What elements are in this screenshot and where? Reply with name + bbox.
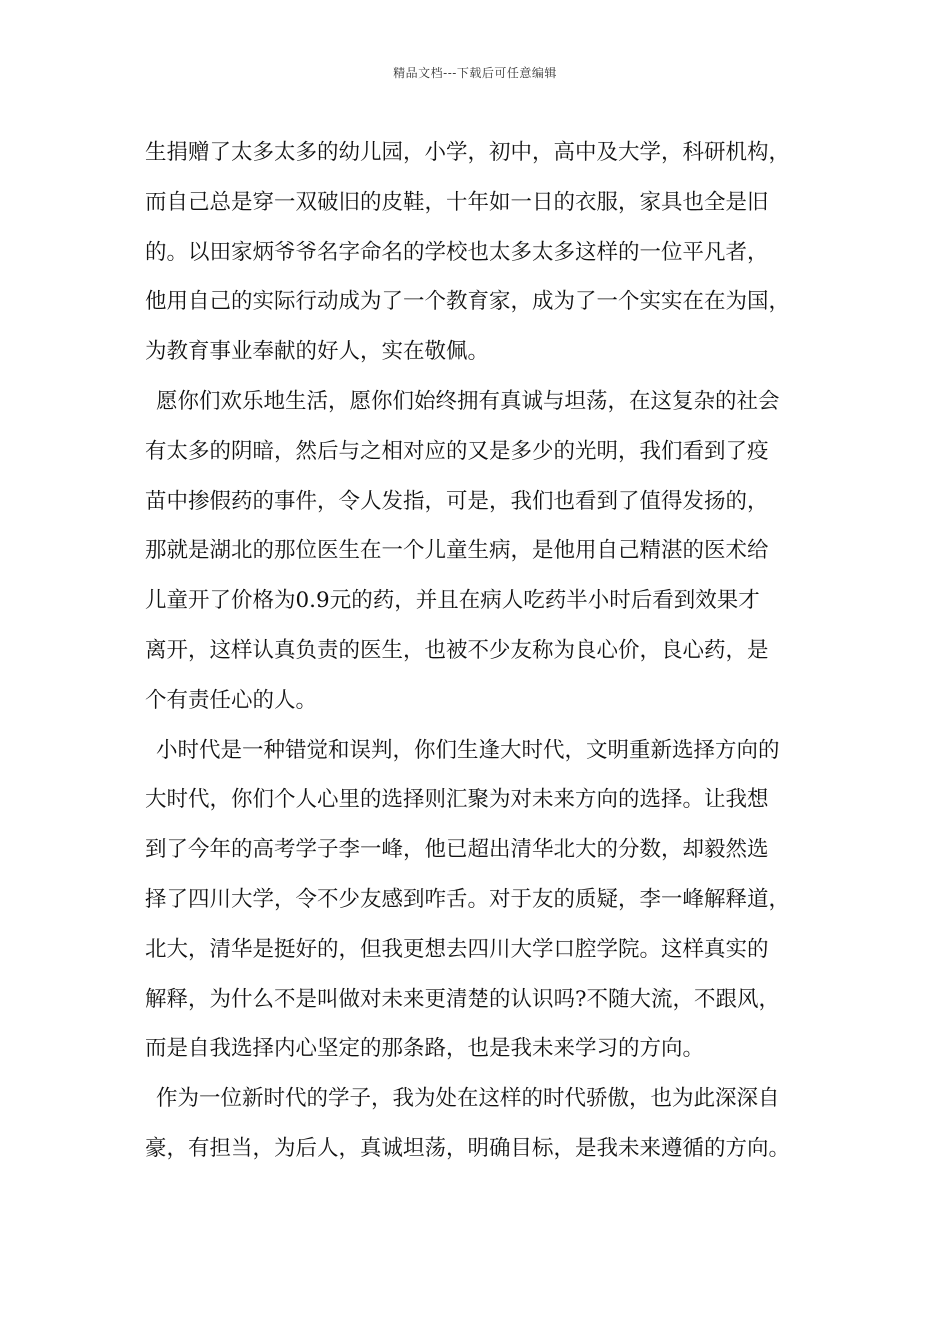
text-line: 作为一位新时代的学子，我为处在这样的时代骄傲，也为此深深自 [156, 1086, 780, 1112]
text-line: 择了四川大学，令不少友感到咋舌。对于友的质疑，李一峰解释道， [145, 886, 791, 912]
text-line: 愿你们欢乐地生活，愿你们始终拥有真诚与坦荡，在这复杂的社会 [156, 388, 780, 414]
text-line: 到了今年的高考学子李一峰，他已超出清华北大的分数，却毅然选 [145, 837, 769, 863]
text-line: 儿童开了价格为0.9元的药，并且在病人吃药半小时后看到效果才 [145, 588, 760, 614]
text-line: 而是自我选择内心坚定的那条路，也是我未来学习的方向。 [145, 1036, 705, 1062]
text-line: 有太多的阴暗，然后与之相对应的又是多少的光明，我们看到了疫 [145, 438, 769, 464]
text-line: 的。以田家炳爷爷名字命名的学校也太多太多这样的一位平凡者， [145, 239, 769, 265]
text-line: 大时代，你们个人心里的选择则汇聚为对未来方向的选择。让我想 [145, 787, 769, 813]
text-line: 离开，这样认真负责的医生，也被不少友称为良心价，良心药，是 [145, 637, 769, 663]
text-line: 为教育事业奉献的好人，实在敬佩。 [145, 339, 490, 365]
text-line: 解释，为什么不是叫做对未来更清楚的认识吗?不随大流，不跟风， [145, 986, 781, 1012]
text-line: 豪，有担当，为后人，真诚坦荡，明确目标，是我未来遵循的方向。 [145, 1135, 791, 1161]
text-line: 苗中掺假药的事件，令人发指，可是，我们也看到了值得发扬的， [145, 488, 769, 514]
text-line: 而自己总是穿一双破旧的皮鞋，十年如一日的衣服，家具也全是旧 [145, 189, 769, 215]
text-line: 小时代是一种错觉和误判，你们生逢大时代，文明重新选择方向的 [156, 737, 780, 763]
page-header: 精品文档---下载后可任意编辑 [393, 66, 557, 80]
body-text [145, 128, 825, 1174]
text-line: 那就是湖北的那位医生在一个儿童生病，是他用自己精湛的医术给 [145, 538, 769, 564]
text-line: 生捐赠了太多太多的幼儿园，小学，初中，高中及大学，科研机构， [145, 140, 791, 165]
text-line: 他用自己的实际行动成为了一个教育家，成为了一个实实在在为国， [145, 289, 791, 315]
text-line: 个有责任心的人。 [145, 687, 318, 713]
text-line: 北大，清华是挺好的，但我更想去四川大学口腔学院。这样真实的 [145, 936, 769, 962]
